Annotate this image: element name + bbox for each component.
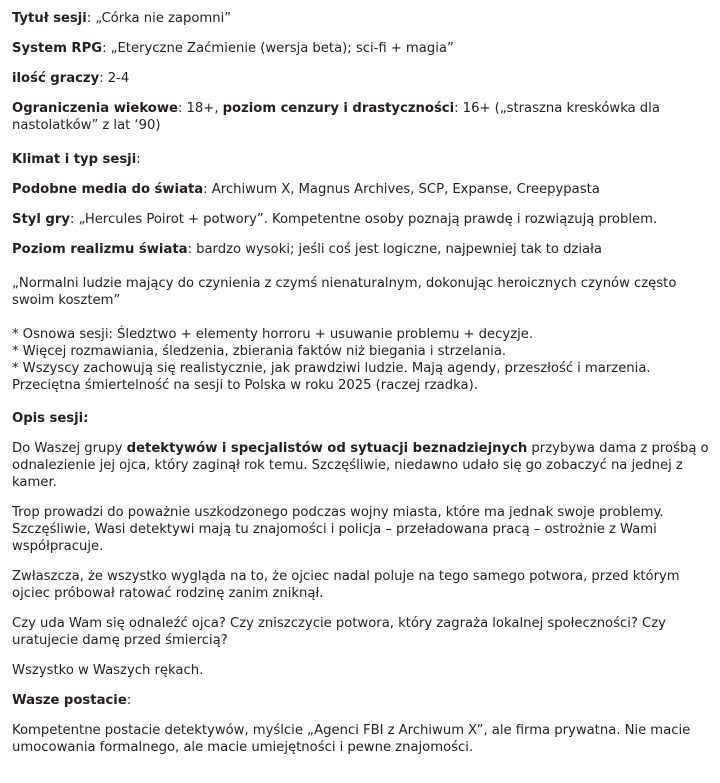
field-censorship-value: : 16+ („straszna kreskówka dla nastolatków” z lat ‘90) <box>12 101 660 133</box>
description-heading-text: Opis sesji: <box>12 411 89 426</box>
list-item: * Osnowa sesji: Śledztwo + elementy horroru + usuwanie problemu + decyzje. <box>12 327 534 342</box>
characters-heading <box>12 692 710 709</box>
description-p1-bold: detektywów i specjalistów od sytuacji beznadziejnych <box>126 441 528 456</box>
field-session-title-label: Tytuł sesji <box>12 11 87 26</box>
list-item: * Więcej rozmawiania, śledzenia, zbierania faktów niż biegania i strzelania. <box>12 344 507 359</box>
field-climate-type-label: Klimat i typ sesji <box>12 152 137 167</box>
field-player-count-label: ilość graczy <box>12 71 100 86</box>
description-heading <box>12 410 710 427</box>
field-climate-type-value: : <box>136 152 141 167</box>
field-similar-media-value: : Archiwum X, Magnus Archives, SCP, Expanse, Creepypasta <box>203 182 600 197</box>
field-climate-type <box>12 151 710 168</box>
description-p1-before: Do Waszej grupy <box>12 441 127 456</box>
field-similar-media <box>12 181 710 198</box>
field-age-restrictions <box>12 100 710 134</box>
description-paragraph-1 <box>12 440 710 491</box>
characters-heading-colon: : <box>126 693 132 708</box>
field-censorship-label: poziom cenzury i drastyczności <box>222 101 455 116</box>
field-player-count <box>12 70 710 87</box>
field-similar-media-label: Podobne media do świata <box>12 182 204 197</box>
field-age-restrictions-value: : 18+, <box>177 101 223 116</box>
field-session-title <box>12 10 710 27</box>
description-paragraph-4: Czy uda Wam się odnaleźć ojca? Czy zniszczycie potwora, który zagraża lokalnej społeczności? Czy uratujecie damę przed śmiercią? <box>12 616 666 648</box>
description-p1-after: przybywa dama z prośbą o odnalezienie jej ojca, który zaginął rok temu. Szczęśliwie, niedawno udało się go zobaczyć na jednej z kamer. <box>12 441 709 490</box>
field-play-style <box>12 211 710 228</box>
field-age-restrictions-label: Ograniczenia wiekowe <box>12 101 178 116</box>
field-rpg-system-label: System RPG <box>12 41 103 56</box>
field-play-style-label: Styl gry <box>12 212 70 227</box>
session-motto-quote: „Normalni ludzie mający do czynienia z czymś nienaturalnym, dokonując heroicznych czynów często swoim kosztem” <box>12 276 677 308</box>
characters-heading-label: Wasze postacie <box>12 693 127 708</box>
field-world-realism-value: : bardzo wysoki; jeśli coś jest logiczne, najpewniej tak to działa <box>187 242 602 257</box>
list-item: * Wszyscy zachowują się realistycznie, jak prawdziwi ludzie. Mają agendy, przeszłość i marzenia. Przeciętna śmiertelność na sesji to Polska w roku 2025 (raczej rzadka). <box>12 361 651 393</box>
field-rpg-system-value: : „Eteryczne Zaćmienie (wersja beta); sci-fi + magia” <box>102 41 454 56</box>
field-world-realism <box>12 241 710 258</box>
characters-description: Kompetentne postacie detektywów, myślcie „Agenci FBI z Archiwum X”, ale firma prywatna. Nie macie umocowania formalnego, ale macie umiejętności i pewne znajomości. <box>12 723 691 755</box>
field-player-count-value: : 2-4 <box>99 71 130 86</box>
field-session-title-value: : „Córka nie zapomni” <box>86 11 232 26</box>
description-paragraph-2: Trop prowadzi do poważnie uszkodzonego podczas wojny miasta, które ma jednak swoje problemy. Szczęśliwie, Wasi detektywi mają tu znajomości i policja – przeładowana pracą – ostrożnie z Wami współpracuje. <box>12 505 664 554</box>
session-principles-list <box>12 326 710 394</box>
field-rpg-system <box>12 40 710 57</box>
description-paragraph-3: Zwłaszcza, że wszystko wygląda na to, że ojciec nadal poluje na tego samego potwora, przed którym ojciec próbował ratować rodzinę zanim zniknął. <box>12 569 680 601</box>
field-play-style-value: : „Hercules Poirot + potwory”. Kompetentne osoby poznają prawdę i rozwiązują problem. <box>69 212 658 227</box>
description-paragraph-5: Wszystko w Waszych rękach. <box>12 663 204 678</box>
field-world-realism-label: Poziom realizmu świata <box>12 242 188 257</box>
